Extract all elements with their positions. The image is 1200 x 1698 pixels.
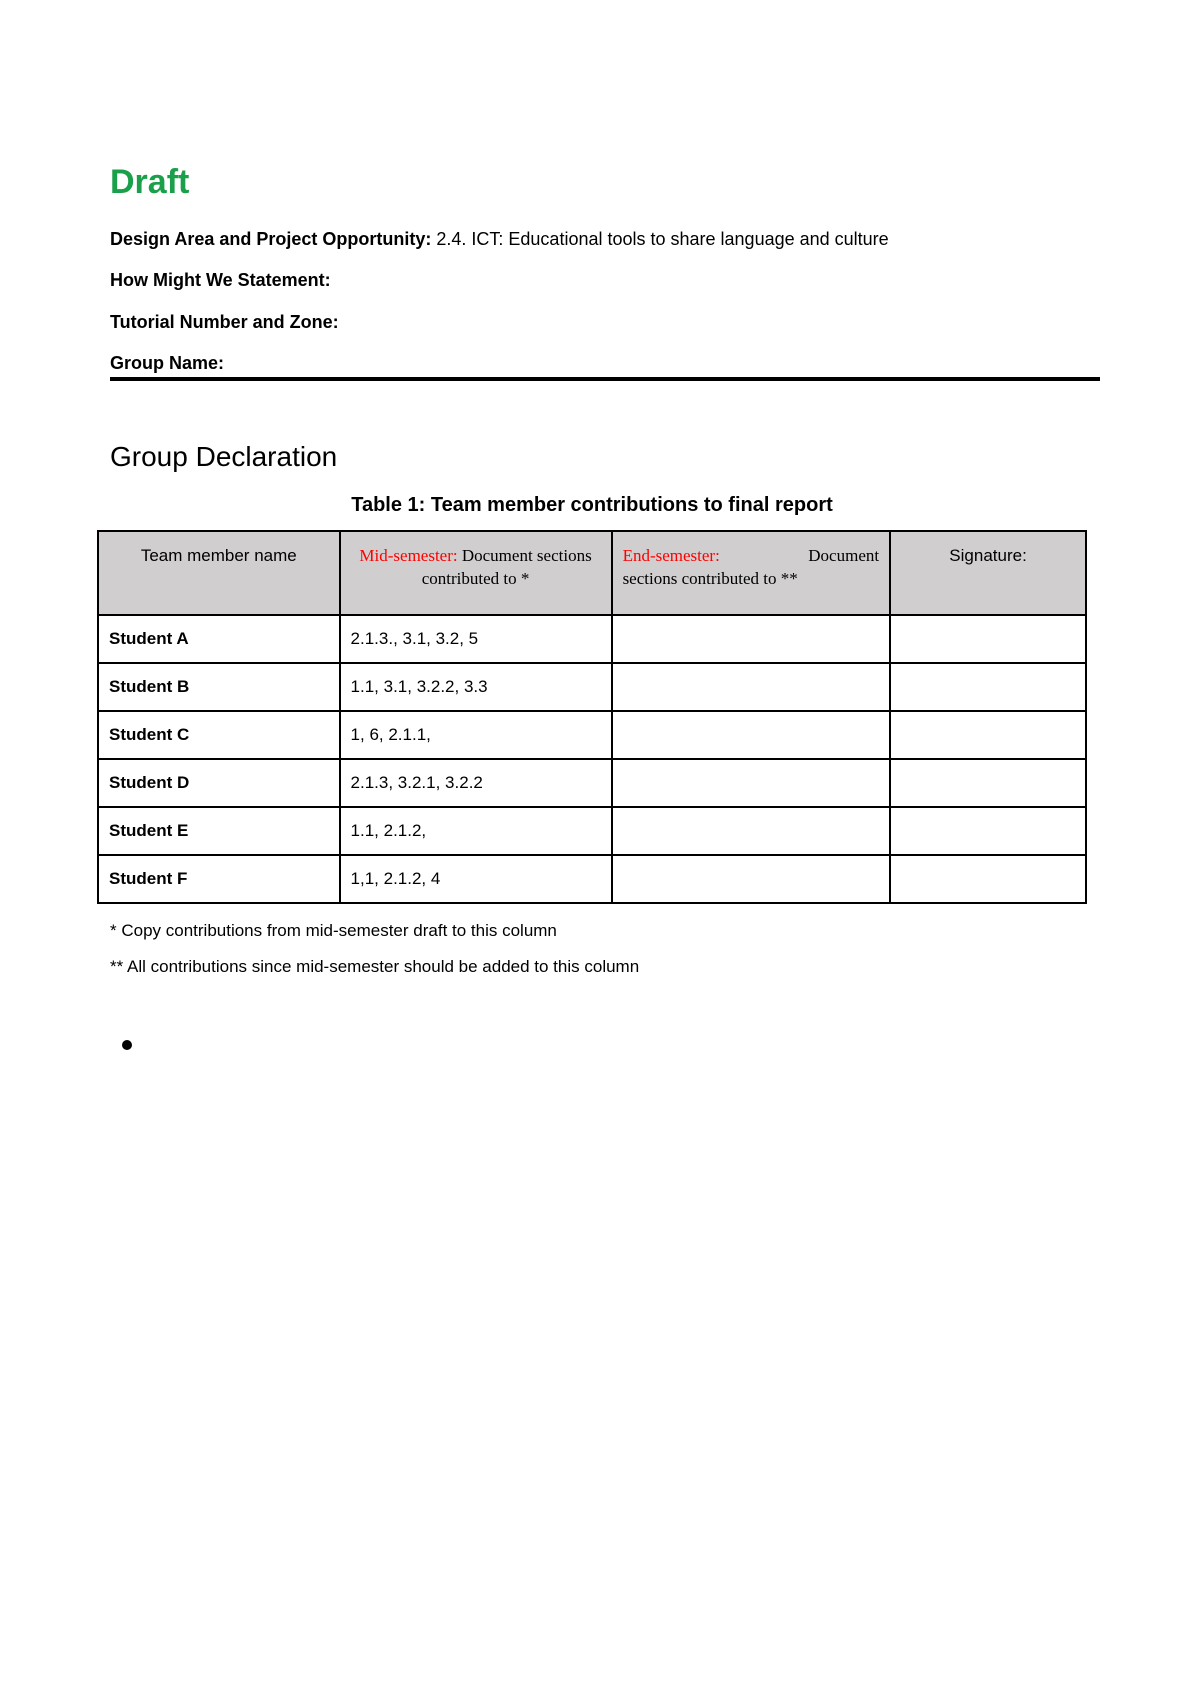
tutorial-label: Tutorial Number and Zone:	[110, 312, 339, 332]
header-team-member-name: Team member name	[98, 531, 340, 615]
hmw-label: How Might We Statement:	[110, 270, 331, 290]
header-mid-rest: Document sections contributed to *	[421, 546, 592, 588]
table-row	[98, 759, 1086, 807]
table-row	[98, 711, 1086, 759]
end-semester-cell[interactable]	[612, 855, 891, 903]
design-area-label: Design Area and Project Opportunity:	[110, 229, 432, 249]
tutorial-line	[110, 310, 1100, 334]
member-name-cell: Student C	[98, 711, 340, 759]
signature-cell[interactable]	[890, 663, 1086, 711]
header-mid-semester	[340, 531, 612, 615]
table-row	[98, 663, 1086, 711]
signature-cell[interactable]	[890, 615, 1086, 663]
member-name-cell: Student B	[98, 663, 340, 711]
mid-semester-cell[interactable]: 1.1, 2.1.2,	[340, 807, 612, 855]
table-caption: Table 1: Team member contributions to final report	[351, 494, 833, 516]
header-end-semester	[612, 531, 891, 615]
footnote-single-asterisk: * Copy contributions from mid-semester draft to this column	[110, 921, 557, 940]
bullet-point-icon	[122, 1040, 132, 1050]
header-divider	[110, 377, 1100, 381]
member-name-cell: Student D	[98, 759, 340, 807]
header-end-prefix: End-semester:	[622, 546, 720, 565]
signature-cell[interactable]	[890, 855, 1086, 903]
group-name-label: Group Name:	[110, 353, 225, 373]
table-row	[98, 615, 1086, 663]
end-semester-cell[interactable]	[612, 615, 891, 663]
hmw-line	[110, 268, 1100, 292]
table-row	[98, 855, 1086, 903]
table-header-row	[98, 531, 1086, 615]
header-mid-prefix: Mid-semester:	[359, 546, 458, 565]
footnote-double-asterisk: ** All contributions since mid-semester should be added to this column	[110, 957, 640, 976]
mid-semester-cell[interactable]: 1,1, 2.1.2, 4	[340, 855, 612, 903]
table-row	[98, 807, 1086, 855]
header-end-rest-line1: Document	[808, 546, 880, 565]
member-name-cell: Student E	[98, 807, 340, 855]
end-semester-cell[interactable]	[612, 663, 891, 711]
mid-semester-cell[interactable]: 1.1, 3.1, 3.2.2, 3.3	[340, 663, 612, 711]
signature-cell[interactable]	[890, 807, 1086, 855]
end-semester-cell[interactable]	[612, 807, 891, 855]
section-heading: Group Declaration	[110, 441, 338, 472]
end-semester-cell[interactable]	[612, 759, 891, 807]
signature-cell[interactable]	[890, 759, 1086, 807]
member-name-cell: Student A	[98, 615, 340, 663]
mid-semester-cell[interactable]: 2.1.3, 3.2.1, 3.2.2	[340, 759, 612, 807]
signature-cell[interactable]	[890, 711, 1086, 759]
group-name-line	[110, 351, 1100, 375]
design-area-value: 2.4. ICT: Educational tools to share language and culture	[431, 229, 889, 249]
end-semester-cell[interactable]	[612, 711, 891, 759]
mid-semester-cell[interactable]: 2.1.3., 3.1, 3.2, 5	[340, 615, 612, 663]
design-area-line	[110, 227, 1100, 251]
header-end-rest-line2: sections contributed to **	[622, 569, 798, 588]
header-signature: Signature:	[890, 531, 1086, 615]
mid-semester-cell[interactable]: 1, 6, 2.1.1,	[340, 711, 612, 759]
member-name-cell: Student F	[98, 855, 340, 903]
contributions-table	[97, 530, 1087, 904]
draft-title: Draft	[110, 163, 190, 201]
